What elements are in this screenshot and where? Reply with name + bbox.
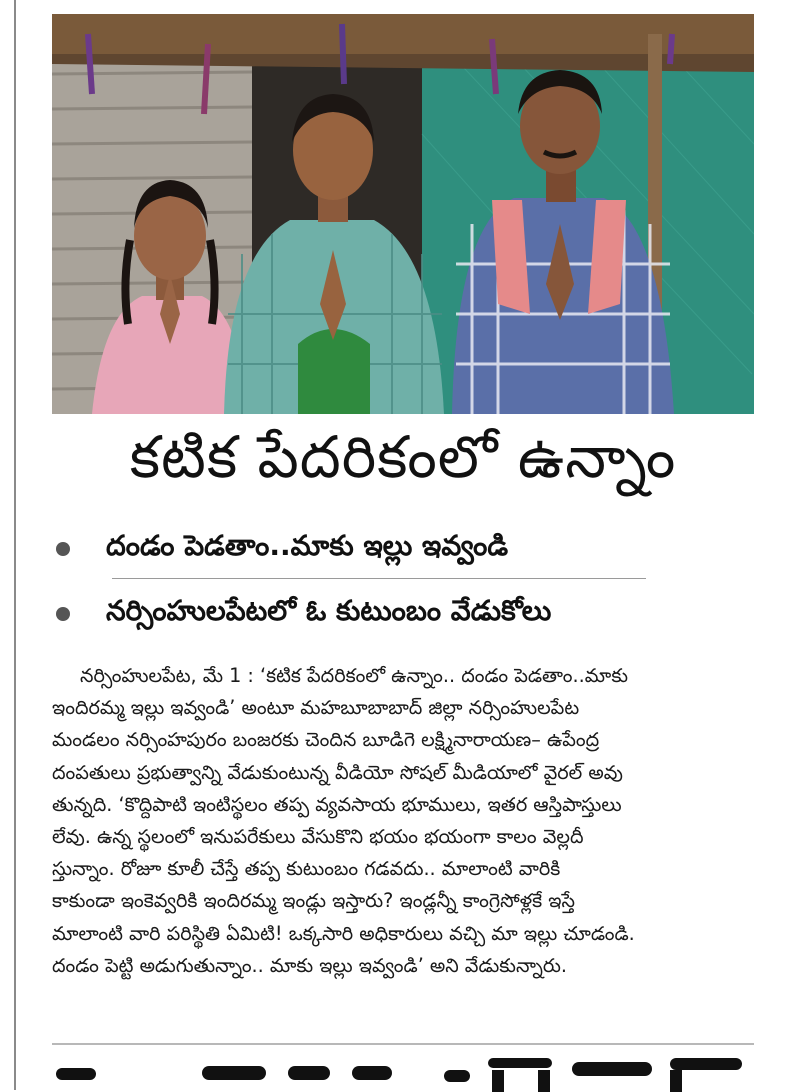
body-line: తున్నది. ‘కొద్దిపాటి ఇంటిస్థలం తప్ప వ్యవసాయ భూములు, ఇతర ఆస్తిపాస్తులు (52, 792, 622, 816)
article-body (52, 660, 754, 982)
subhead-1 (56, 525, 716, 573)
bullet-icon (56, 607, 70, 621)
article-photo (52, 14, 754, 414)
article-end-rule (52, 1043, 754, 1045)
body-line: దండం పెట్టి అడుగుతున్నాం.. మాకు ఇల్లు ఇవ్వండి’ అని వేడుకున్నారు. (52, 953, 568, 977)
body-line: నర్సింహులపేట, మే 1 : ‘కటిక పేదరికంలో ఉన్నాం.. దండం పెడతాం..మాకు (80, 664, 628, 687)
body-line: దంపతులు ప్రభుత్వాన్ని వేడుకుంటున్న వీడియో సోషల్ మీడియాలో వైరల్ అవు (52, 760, 623, 784)
subhead-2 (56, 590, 716, 638)
column-rule (14, 0, 16, 1090)
body-line: మండలం నర్సింహపురం బంజరకు చెందిన బూడిగె లక్ష్మినారాయణ– ఉపేంద్ర (52, 728, 600, 752)
body-line: స్తున్నాం. రోజూ కూలీ చేస్తే తప్ప కుటుంబం గడవదు.. మాలాంటి వారికి (52, 857, 561, 881)
body-line: ఇందిరమ్మ ఇల్లు ఇవ్వండి’ అంటూ మహబూబాబాద్ జిల్లా నర్సింహులపేట (52, 696, 580, 720)
headline: కటిక పేదరికంలో ఉన్నాం (129, 422, 677, 491)
bullet-icon (56, 542, 70, 556)
subhead-divider (112, 578, 646, 579)
body-line: మాలాంటి వారి పరిస్థితి ఏమిటి! ఒక్కసారి అధికారులు వచ్చి మా ఇల్లు చూడండి. (52, 921, 635, 945)
next-article-headline-fragment (52, 1052, 754, 1092)
subhead-text: నర్సింహులపేటలో ఓ కుటుంబం వేడుకోలు (106, 594, 552, 627)
body-line: కాకుండా ఇంకెవ్వరికి ఇందిరమ్మ ఇండ్లు ఇస్తారు? ఇండ్లన్నీ కాంగ్రెసోళ్లకే ఇస్తే (52, 889, 575, 913)
body-line: లేవు. ఉన్న స్థలంలో ఇనుపరేకులు వేసుకొని భయం భయంగా కాలం వెల్లదీ (52, 825, 584, 849)
subhead-text: దండం పెడతాం..మాకు ఇల్లు ఇవ్వండి (106, 529, 509, 562)
